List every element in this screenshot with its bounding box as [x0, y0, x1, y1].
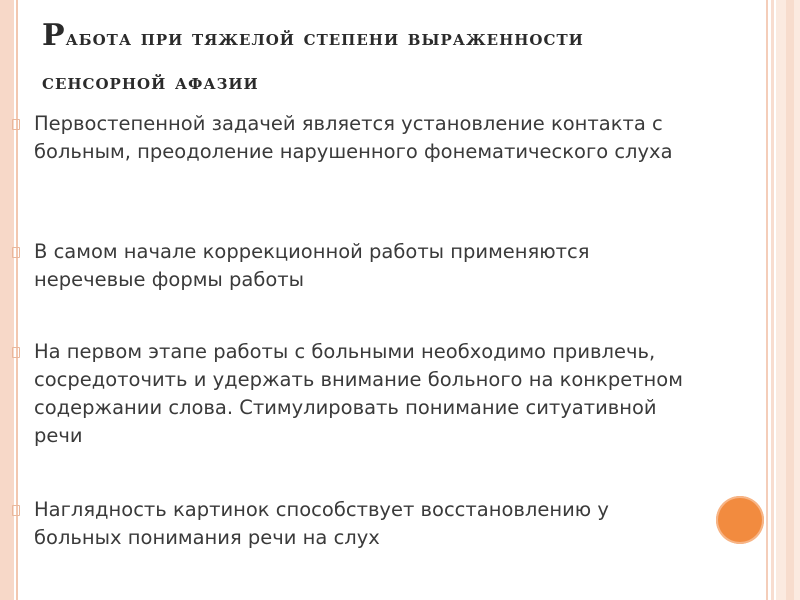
- bullet-square-icon: [12, 347, 20, 358]
- right-decorative-band-inner: [786, 0, 794, 600]
- bullet-item: [12, 110, 702, 166]
- bullet-item: [12, 496, 702, 552]
- bullet-item: [12, 238, 702, 294]
- right-decorative-line-secondary: [771, 0, 774, 600]
- slide-title: [42, 14, 742, 104]
- slide-title-line-1: [42, 14, 742, 60]
- bullet-square-icon: [12, 247, 20, 258]
- bullet-text: Наглядность картинок способствует восстановлению у больных понимания речи на слух: [34, 498, 609, 549]
- bullet-text: На первом этапе работы с больными необходимо привлечь, сосредоточить и удержать внимание больного на конкретном содержании слова. Стимулировать понимание ситуативной речи: [34, 340, 683, 447]
- bullet-text: В самом начале коррекционной работы применяются неречевые формы работы: [34, 240, 590, 291]
- title-line-1-rest: абота при тяжелой степени выраженности: [65, 25, 584, 51]
- orange-circle-decoration: [716, 496, 764, 544]
- bullet-square-icon: [12, 119, 20, 130]
- bullet-text: Первостепенной задачей является установление контакта с больным, преодоление нарушенного фонематического слуха: [34, 112, 673, 163]
- right-decorative-line: [766, 0, 768, 600]
- bullet-square-icon: [12, 505, 20, 516]
- title-first-letter: Р: [42, 18, 66, 53]
- slide-title-line-2: сенсорной афазии: [42, 69, 259, 95]
- bullet-item: [12, 338, 702, 450]
